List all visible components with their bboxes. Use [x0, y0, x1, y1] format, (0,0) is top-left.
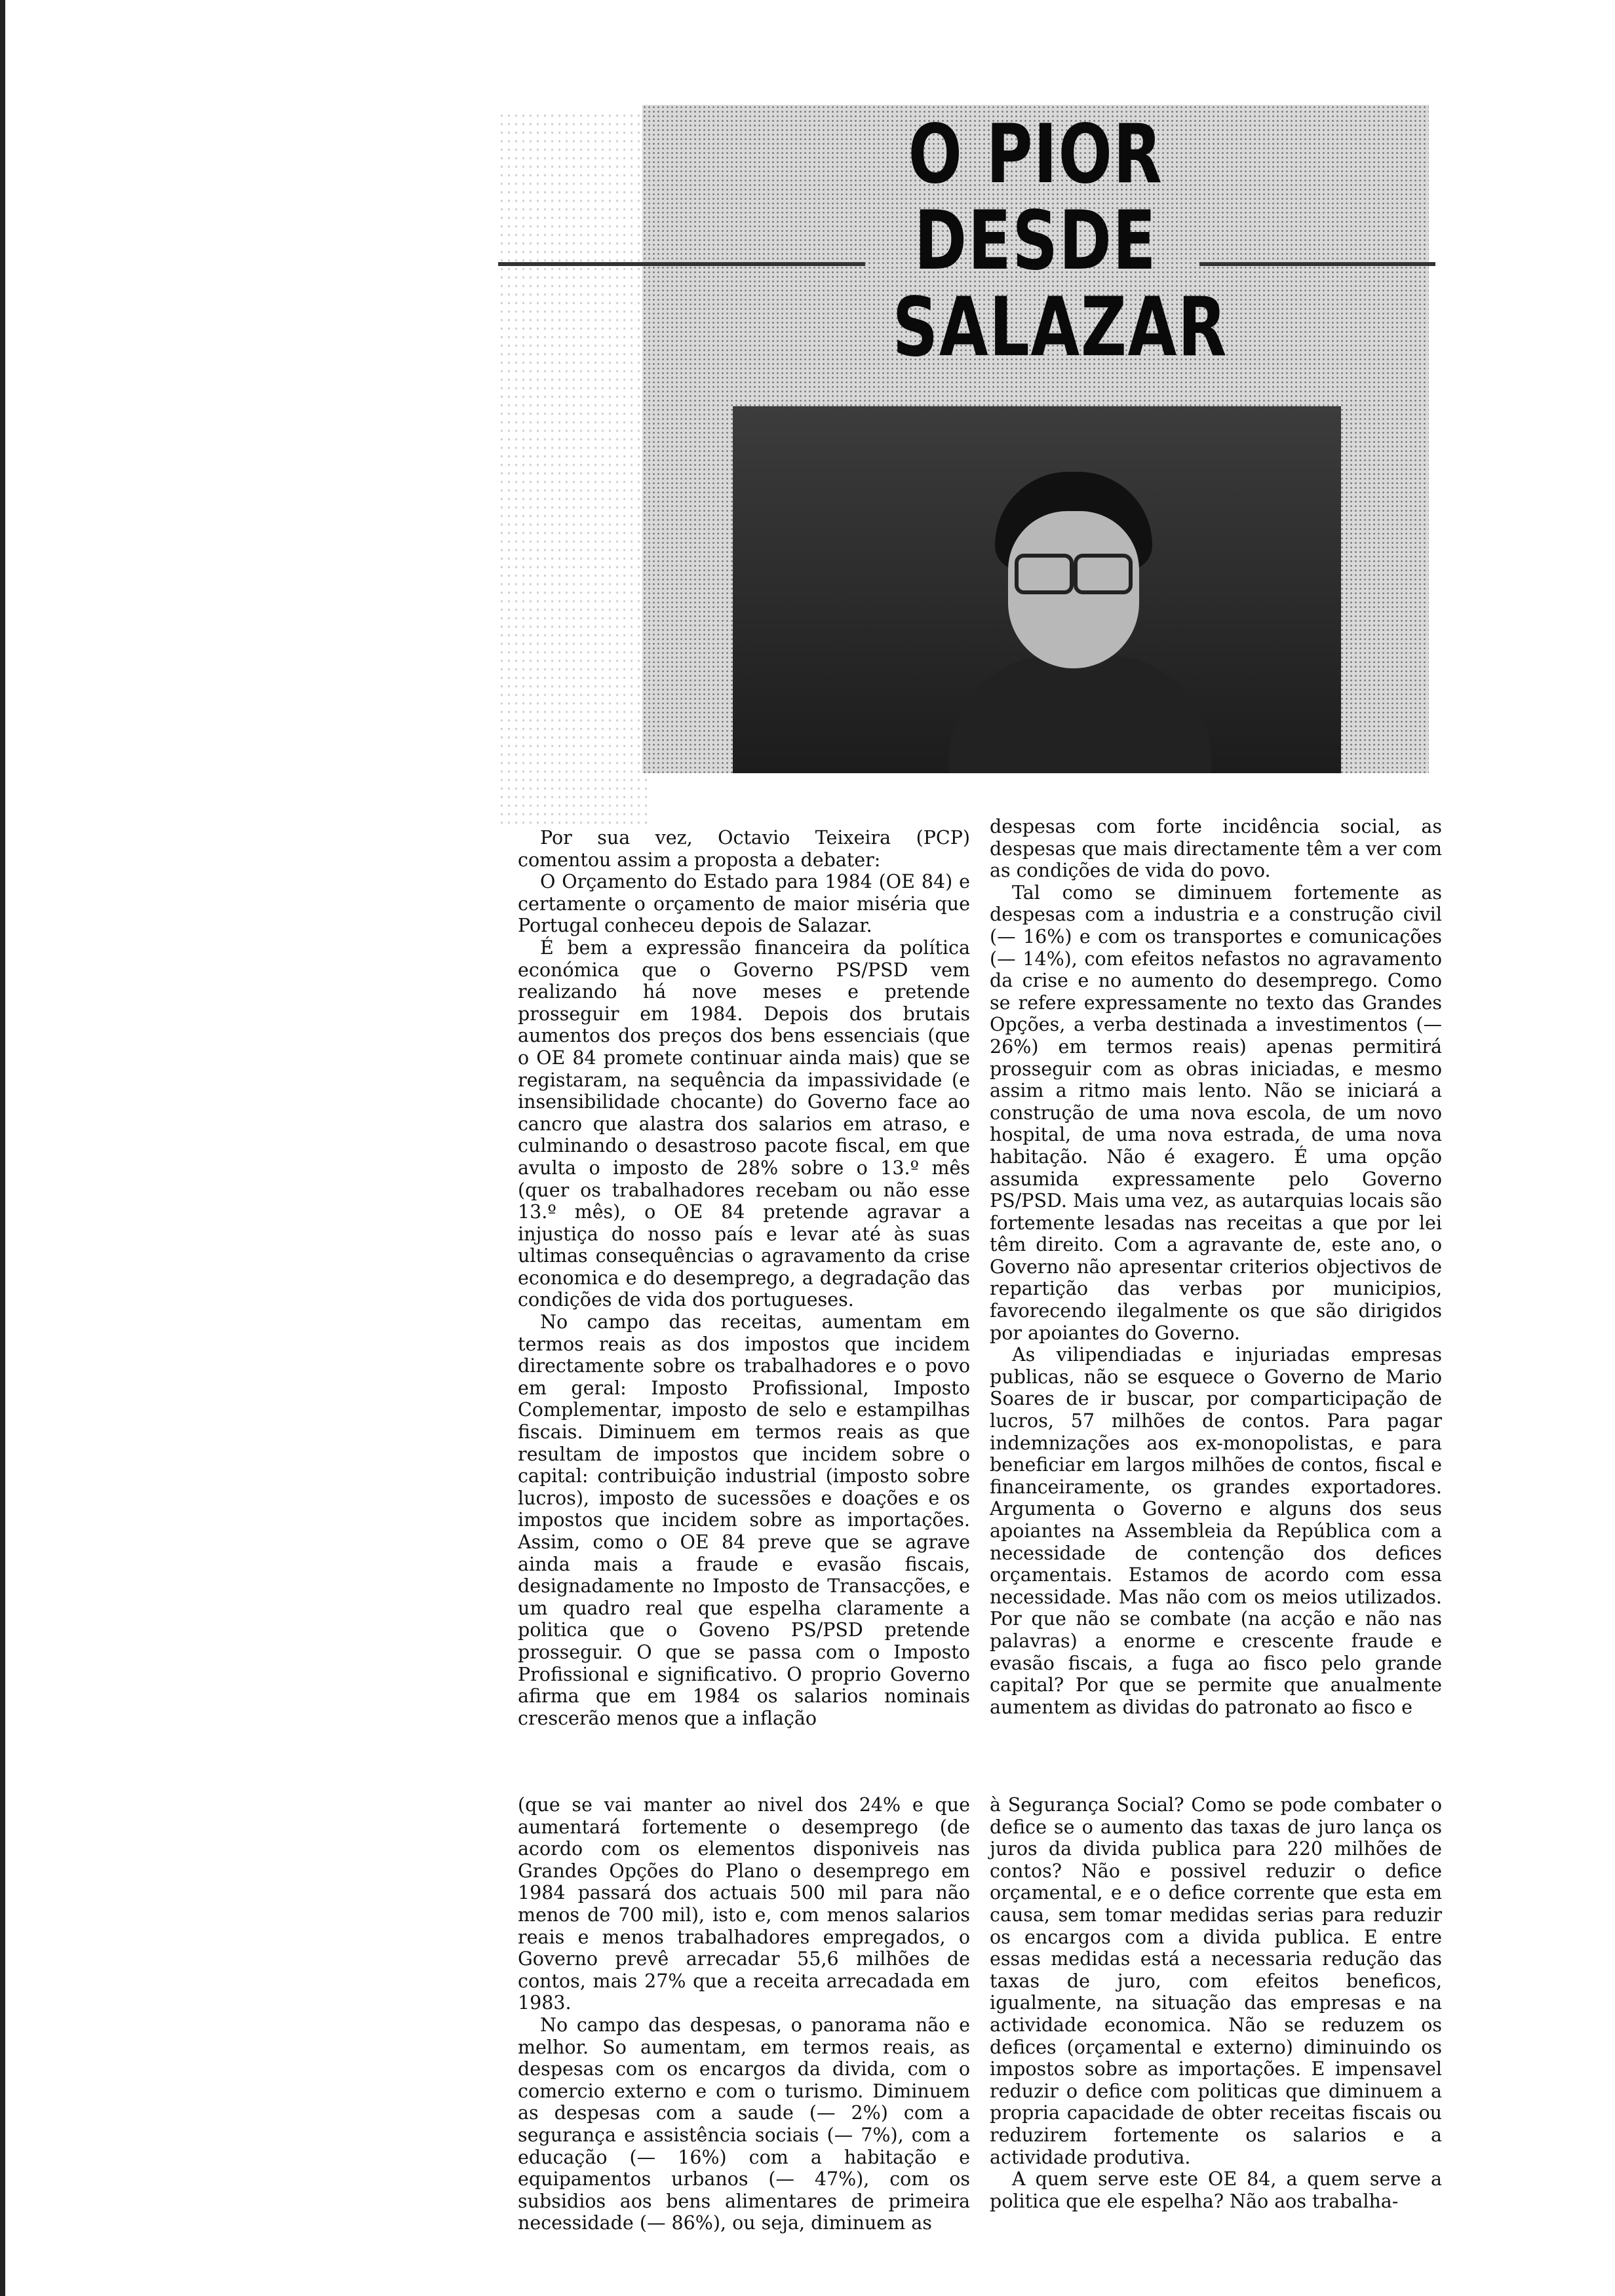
article-column-right-bottom [990, 1794, 1442, 2212]
paragraph: No campo das despesas, o panorama não e melhor. So aumentam, em termos reais, as despesas com os encargos da divida, com o comercio externo e com o turismo. Diminuem as despesas com a saude (— 2%) com a segurança e assistência sociais (— 7%), com a educação (— 16%) com a habitação e equipamentos urbanos (— 47%), com os subsidios aos bens alimentares de primeira necessidade (— 86%), ou seja, diminuem as [518, 2014, 970, 2234]
paragraph: O Orçamento do Estado para 1984 (OE 84) e certamente o orçamento de maior miséria que Portugal conheceu depois de Salazar. [518, 871, 970, 937]
article-column-left-bottom [518, 1794, 970, 2234]
headline-line: O PIOR [908, 107, 1163, 202]
paragraph: Por sua vez, Octavio Teixeira (PCP) comentou assim a proposta a debater: [518, 827, 970, 871]
paragraph: A quem serve este OE 84, a quem serve a politica que ele espelha? Não aos trabalha- [990, 2168, 1442, 2212]
torn-clipping-texture [498, 111, 649, 826]
scan-edge [0, 0, 5, 2296]
paragraph: Tal como se diminuem fortemente as despesas com a industria e a construção civil (— 16%) e com os transportes e comunicações (— 14%), com efeitos nefastos no agravamento da crise e no aumento do desemprego. Como se refere expressamente no texto das Grandes Opções, a verba destinada a investimentos (— 26%) em termos reais) apenas permitirá prosseguir com as obras iniciadas, e mesmo assim a ritmo mais lento. Não se iniciará a construção de uma nova escola, de um novo hospital, de uma nova estrada, de uma nova habitação. Não é exagero. É uma opção assumida expressamente pelo Governo PS/PSD. Mais uma vez, as autarquias locais são fortemente lesadas nas receitas a que por lei têm direito. Com a agravante de, este ano, o Governo não apresentar criterios objectivos de repartição das verbas por municipios, favorecendo ilegalmente os que são dirigidos por apoiantes do Governo. [990, 881, 1442, 1344]
portrait-photo [733, 406, 1341, 773]
photo-glasses [1015, 554, 1133, 586]
headline-line: SALAZAR [892, 280, 1228, 375]
article-column-left-top [518, 827, 970, 1729]
paragraph: despesas com forte incidência social, as despesas que mais directamente têm a ver com as condições de vida do povo. [990, 816, 1442, 882]
paragraph: (que se vai manter ao nivel dos 24% e que aumentará fortemente o desemprego (de acordo com os elementos disponiveis nas Grandes Opções do Plano o desemprego em 1984 passará dos actuais 500 mil para não menos de 700 mil), isto e, com menos salarios reais e menos trabalhadores empregados, o Governo prevê arrecadar 55,6 milhões de contos, mais 27% que a receita arrecadada em 1983. [518, 1794, 970, 2014]
rule-line [498, 262, 865, 266]
headline-line: DESDE [914, 194, 1158, 288]
article-column-right-top [990, 816, 1442, 1718]
paragraph: à Segurança Social? Como se pode combater o defice se o aumento das taxas de juro lança os juros da divida publica para 220 milhões de contos? Não e possivel reduzir o defice orçamental, e e o defice corrente que esta em causa, sem tomar medidas serias para reduzir os encargos com a divida publica. E entre essas medidas está a necessaria redução das taxas de juro, com efeitos beneficos, igualmente, na situação das empresas e na actividade economica. Não se reduzem os defices (orçamental e externo) diminuindo os impostos sobre as importações. E impensavel reduzir o defice com politicas que diminuem a propria capacidade de obter receitas fiscais ou reduzirem fortemente os salarios e a actividade produtiva. [990, 1794, 1442, 2168]
paragraph: É bem a expressão financeira da política económica que o Governo PS/PSD vem realizando há nove meses e pretende prosseguir em 1984. Depois dos brutais aumentos dos preços dos bens essenciais (que o OE 84 promete continuar ainda mais) que se registaram, na sequência da impassividade (e insensibilidade chocante) do Governo face ao cancro que alastra dos salarios em atraso, e culminando o desastroso pacote fiscal, em que avulta o imposto de 28% sobre o 13.º mês (quer os trabalhadores recebam ou não esse 13.º mês), o OE 84 pretende agravar a injustiça do nosso país e levar até às suas ultimas consequências o agravamento da crise economica e do desemprego, a degradação das condições de vida dos portugueses. [518, 936, 970, 1311]
paragraph: No campo das receitas, aumentam em termos reais as dos impostos que incidem directamente sobre os trabalhadores e o povo em geral: Imposto Profissional, Imposto Complementar, imposto de selo e estampilhas fiscais. Diminuem em termos reais as que resultam de impostos que incidem sobre o capital: contribuição industrial (imposto sobre lucros), imposto de sucessões e doações e os impostos que incidem sobre as importações. Assim, como o OE 84 preve que se agrave ainda mais a fraude e evasão fiscais, designadamente no Imposto de Transacções, e um quadro real que espelha claramente a politica que o Goveno PS/PSD pretende prosseguir. O que se passa com o Imposto Profissional e significativo. O proprio Governo afirma que em 1984 os salarios nominais crescerão menos que a inflação [518, 1311, 970, 1729]
paragraph: As vilipendiadas e injuriadas empresas publicas, não se esquece o Governo de Mario Soares de ir buscar, por comparticipação de lucros, 57 milhões de contos. Para pagar indemnizações aos ex-monopolistas, e para beneficiar em largos milhões de contos, fiscal e financeiramente, os grandes exportadores. Argumenta o Governo e alguns dos seus apoiantes na Assembleia da República com a necessidade de contenção dos defices orçamentais. Estamos de acordo com essa necessidade. Mas não com os meios utilizados. Por que não se combate (na acção e não nas palavras) a enorme e crescente fraude e evasão fiscais, a fuga ao fisco pelo grande capital? Por que se permite que anualmente aumentem as dividas do patronato ao fisco e [990, 1344, 1442, 1718]
photo-coat [949, 655, 1211, 773]
headline [892, 107, 1228, 375]
rule-line [1199, 262, 1435, 266]
